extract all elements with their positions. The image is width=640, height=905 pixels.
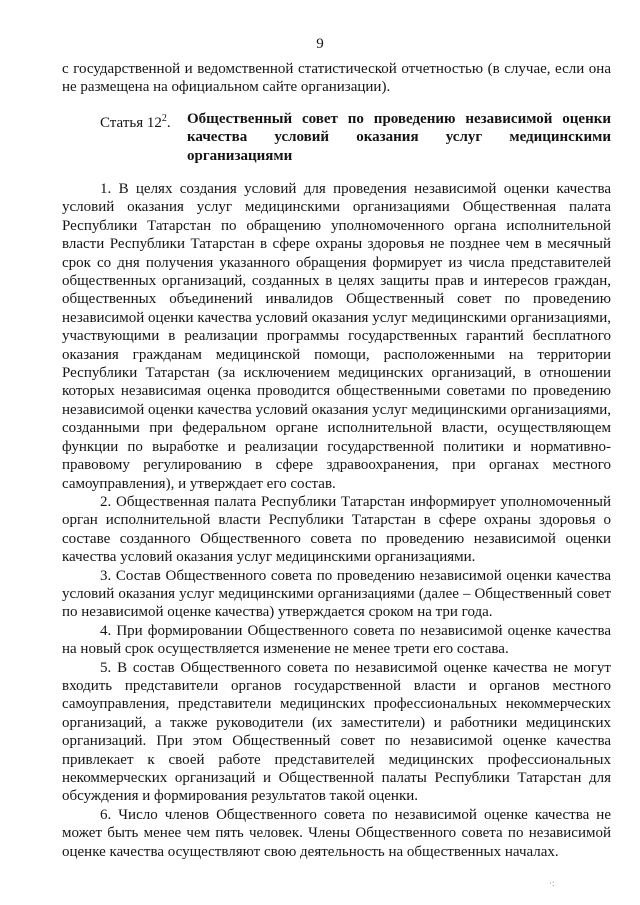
article-label xyxy=(100,110,171,132)
paragraph-4: 4. При формировании Общественного совета по независимой оценке качества на новый срок осуществляется изменение не менее трети его состава. xyxy=(62,622,611,658)
paragraph-2: 2. Общественная палата Республики Татарстан информирует уполномоченный орган исполнительной власти Республики Татарстан в сфере охраны здоровья о составе созданного Общественного совета по проведению независимой оценки качества условий оказания услуг медицинскими организациями. xyxy=(62,493,611,566)
page-number: 9 xyxy=(316,36,324,52)
article-body xyxy=(62,180,611,861)
article-title: Общественный совет по проведению независимой оценки качества условий оказания услуг медицинскими организациями xyxy=(187,111,611,164)
paragraph-1: 1. В целях создания условий для проведения независимой оценки качества условий оказания услуг медицинскими организациями Общественная палата Республики Татарстан по обращению уполномоченного органа исполнительной власти Республики Татарстан в сфере охраны здоровья не позднее чем в месячный срок со дня получения указанного обращения формирует из числа представителей общественных организаций, созданных в целях защиты прав и интересов граждан, общественных объединений инвалидов Общественный совет по проведению независимой оценки качества условий оказания услуг медицинскими организациями, участвующими в реализации программы государственных гарантий бесплатного оказания гражданам медицинской помощи, расположенными на территории Республики Татарстан (за исключением медицинских организаций, в отношении которых независимая оценка проводится общественными советами по проведению независимой оценки качества условий оказания услуг медицинскими организациями, созданными при федеральном органе исполнительной власти, осуществляющем функции по выработке и реализации государственной политики и нормативно-правовому регулированию в сфере здравоохранения, при органах местного самоуправления), и утверждает его состав. xyxy=(62,181,611,492)
paragraph-5: 5. В состав Общественного совета по независимой оценке качества не могут входить представители органов государственной власти и органов местного самоуправления, представители медицинских профессиональных некоммерческих организаций, а также руководители (их заместители) и работники медицинских организаций. При этом Общественный совет по независимой оценке качества привлекает к своей работе представителей медицинских профессиональных некоммерческих организаций и Общественной палаты Республики Татарстан для обсуждения и формирования результатов такой оценки. xyxy=(62,659,611,805)
scan-mark: ·: xyxy=(549,878,555,888)
paragraph-3: 3. Состав Общественного совета по проведению независимой оценки качества условий оказания услуг медицинскими организациями (далее – Общественный совет по независимой оценке качества) утверждается сроком на три года. xyxy=(62,567,611,621)
paragraph-6: 6. Число членов Общественного совета по независимой оценке качества не может быть менее чем пять человек. Члены Общественного совета по независимой оценке качества осуществляют свою деятельность на общественных началах. xyxy=(62,806,611,860)
continuation-text: с государственной и ведомственной статистической отчетностью (в случае, если она не размещена на официальном сайте организации). xyxy=(62,61,611,96)
article-label-sup: 2 xyxy=(161,113,167,124)
article-label-text: Статья 12 xyxy=(100,115,162,131)
article-label-suffix: . xyxy=(166,115,171,131)
